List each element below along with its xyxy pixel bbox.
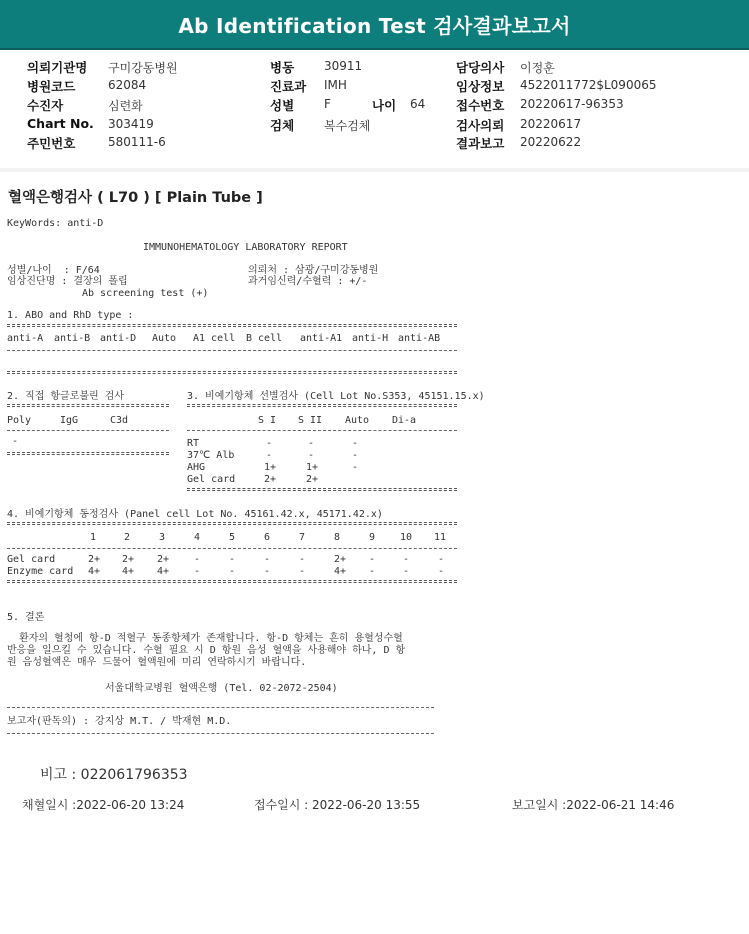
header-label: Chart No. (27, 116, 94, 131)
header-label: 담당의사 (456, 60, 505, 75)
header-label: 수진자 (27, 98, 64, 113)
screening-header: S I (258, 415, 277, 426)
rule (7, 733, 434, 734)
header-row (27, 96, 63, 114)
header-label: 나이 (372, 98, 397, 113)
header-row (372, 96, 396, 114)
panel-header: 2 (124, 532, 131, 543)
header-label: 검사의뢰 (456, 118, 505, 133)
panel-header: 3 (159, 532, 166, 543)
conclusion-line: 반응을 일으킬 수 있습니다. 수혈 필요 시 D 항원 음성 혈액을 사용해야 하나, D 항 (7, 645, 406, 656)
dat-title: 2. 직접 항글로불린 검사 (7, 391, 125, 402)
header-row (270, 58, 294, 76)
screening-cell: 2+ (306, 474, 319, 485)
conclusion-title: 5. 결론 (7, 612, 45, 623)
header-row (270, 96, 294, 114)
header-value: 303419 (108, 117, 154, 131)
header-value: 20220617-96353 (520, 97, 624, 111)
panel-cell: - (403, 554, 410, 565)
rule (7, 371, 457, 374)
header-value: 구미강동병원 (108, 61, 178, 75)
pregnancy-history: 과거임신력/수혈력 : +/- (248, 276, 368, 287)
panel-cell: - (264, 566, 271, 577)
rule (7, 430, 169, 431)
header-value: F (324, 97, 331, 111)
dat-header: C3d (110, 415, 129, 426)
keywords: KeyWords: anti-D (7, 218, 104, 229)
panel-cell: - (264, 554, 271, 565)
panel-header: 11 (434, 532, 447, 543)
rule (7, 324, 457, 327)
header-row (27, 77, 75, 95)
screening-cell: - (266, 450, 273, 461)
conclusion-line: 환자의 혈청에 항-D 적혈구 동종항체가 존재합니다. 항-D 항체는 흔히 용혈성수혈 (7, 633, 403, 644)
panel-header: 1 (90, 532, 97, 543)
panel-row-label: Enzyme card (7, 566, 74, 577)
report-title-bar (0, 0, 749, 50)
panel-cell: 4+ (88, 566, 101, 577)
header-row (270, 116, 294, 134)
panel-header: 9 (369, 532, 376, 543)
abo-header: A1 cell (193, 333, 236, 344)
screening-cell: 2+ (264, 474, 277, 485)
header-row (270, 77, 306, 95)
header-row (456, 116, 504, 134)
panel-cell: - (299, 566, 306, 577)
rule (7, 707, 434, 708)
diagnosis: 임상진단명 : 결장의 폴립 (7, 276, 128, 287)
screening-row-label: RT (187, 438, 200, 449)
header-row (456, 96, 504, 114)
panel-cell: - (403, 566, 410, 577)
section-title: 혈액은행검사 ( L70 ) [ Plain Tube ] (8, 190, 263, 206)
report-title: Ab Identification Test 검사결과보고서 (178, 13, 571, 38)
header-label: 진료과 (270, 79, 307, 94)
dat-header: IgG (60, 415, 79, 426)
report-body (0, 172, 749, 934)
header-value: 심련화 (108, 99, 143, 113)
screening-header: S II (298, 415, 323, 426)
header-row (27, 58, 87, 76)
dat-header: Poly (7, 415, 32, 426)
panel-cell: - (369, 566, 376, 577)
panel-cell: - (299, 554, 306, 565)
abo-header: Auto (152, 333, 177, 344)
header-row (27, 134, 75, 152)
remark: 비고 : 022061796353 (40, 767, 188, 783)
panel-cell: 4+ (122, 566, 135, 577)
header-value: IMH (324, 78, 347, 92)
panel-header: 6 (264, 532, 271, 543)
blood-bank-contact: 서울대학교병원 혈액은행 (Tel. 02-2072-2504) (105, 683, 338, 694)
panel-cell: 2+ (334, 554, 347, 565)
header-value: 20220617 (520, 117, 582, 131)
panel-header: 8 (334, 532, 341, 543)
header-value: 62084 (108, 78, 147, 92)
screening-header: Di-a (392, 415, 417, 426)
screening-cell: - (352, 438, 359, 449)
requester: 의뢰처 : 삼광/구미강동병원 (248, 265, 379, 276)
screening-header: Auto (345, 415, 370, 426)
header-value: 20220622 (520, 135, 582, 149)
header-value: 580111-6 (108, 135, 166, 149)
rule (7, 350, 457, 351)
panel-cell: 2+ (88, 554, 101, 565)
screening-cell: - (308, 450, 315, 461)
screening-cell: - (308, 438, 315, 449)
abo-header: anti-AB (398, 333, 441, 344)
screening-row-label: 37℃ Alb (187, 450, 235, 461)
header-label: 주민번호 (27, 136, 76, 151)
panel-cell: - (369, 554, 376, 565)
conclusion-line: 원 음성혈액은 매우 드물어 혈액원에 미리 연락하시기 바랍니다. (7, 657, 307, 668)
header-value: 복수검체 (324, 119, 371, 133)
receipt-time: 접수일시 : 2022-06-20 13:55 (254, 798, 421, 812)
abo-title: 1. ABO and RhD type : (7, 310, 134, 321)
rule (7, 404, 169, 407)
screening-cell: - (352, 450, 359, 461)
rule (7, 580, 457, 583)
rule (7, 522, 457, 525)
panel-cell: 2+ (157, 554, 170, 565)
header-row (456, 58, 504, 76)
report-time: 보고일시 :2022-06-21 14:46 (512, 798, 675, 812)
header-value: 30911 (324, 59, 363, 73)
header-row (456, 77, 504, 95)
rule (187, 488, 457, 491)
rule (187, 404, 457, 407)
rule (7, 452, 169, 455)
panel-cell: - (194, 566, 201, 577)
screening-row-label: Gel card (187, 474, 236, 485)
panel-cell: - (194, 554, 201, 565)
panel-header: 10 (400, 532, 413, 543)
sex-age: 성별/나이 : F/64 (7, 265, 100, 276)
dat-value: - (12, 436, 19, 447)
header-label: 검체 (270, 118, 295, 133)
header-label: 병원코드 (27, 79, 76, 94)
header-label: 접수번호 (456, 98, 505, 113)
abo-header: anti-A1 (300, 333, 343, 344)
panel-cell: - (438, 554, 445, 565)
panel-title: 4. 비예기항체 동정검사 (Panel cell Lot No. 45161.42.x, 45171.42.x) (7, 509, 383, 520)
rule (187, 430, 457, 431)
panel-cell: 4+ (157, 566, 170, 577)
rule (7, 548, 457, 549)
screening-cell: - (266, 438, 273, 449)
panel-cell: 2+ (122, 554, 135, 565)
panel-header: 4 (194, 532, 201, 543)
abo-header: B cell (246, 333, 283, 344)
screening-cell: - (352, 462, 359, 473)
header-value: 64 (410, 97, 426, 111)
panel-header: 5 (229, 532, 236, 543)
panel-header: 7 (299, 532, 306, 543)
screening-cell: 1+ (306, 462, 319, 473)
lab-title: IMMUNOHEMATOLOGY LABORATORY REPORT (143, 242, 348, 253)
reporter: 보고자(판독의) : 강지상 M.T. / 박재현 M.D. (7, 716, 232, 727)
collect-time: 채혈일시 :2022-06-20 13:24 (22, 798, 185, 812)
screening-title: 3. 비예기항체 선별검사 (Cell Lot No.S353, 45151.15.x) (187, 391, 485, 402)
header-label: 임상정보 (456, 79, 505, 94)
panel-cell: - (438, 566, 445, 577)
header-label: 성별 (270, 98, 295, 113)
header-label: 의뢰기관명 (27, 60, 88, 75)
panel-row-label: Gel card (7, 554, 56, 565)
header-label: 결과보고 (456, 136, 505, 151)
abo-header: anti-A (7, 333, 44, 344)
diagnosis-detail: Ab screening test (+) (82, 288, 209, 299)
panel-cell: - (229, 554, 236, 565)
header-label: 병동 (270, 60, 295, 75)
panel-cell: - (229, 566, 236, 577)
header-row (27, 116, 94, 131)
panel-cell: 4+ (334, 566, 347, 577)
screening-row-label: AHG (187, 462, 206, 473)
header-row (456, 134, 504, 152)
patient-header (0, 50, 749, 168)
header-value: 이정훈 (520, 61, 555, 75)
abo-header: anti-B (54, 333, 91, 344)
header-value: 4522011772$L090065 (520, 78, 657, 92)
abo-header: anti-H (352, 333, 389, 344)
abo-header: anti-D (100, 333, 137, 344)
screening-cell: 1+ (264, 462, 277, 473)
